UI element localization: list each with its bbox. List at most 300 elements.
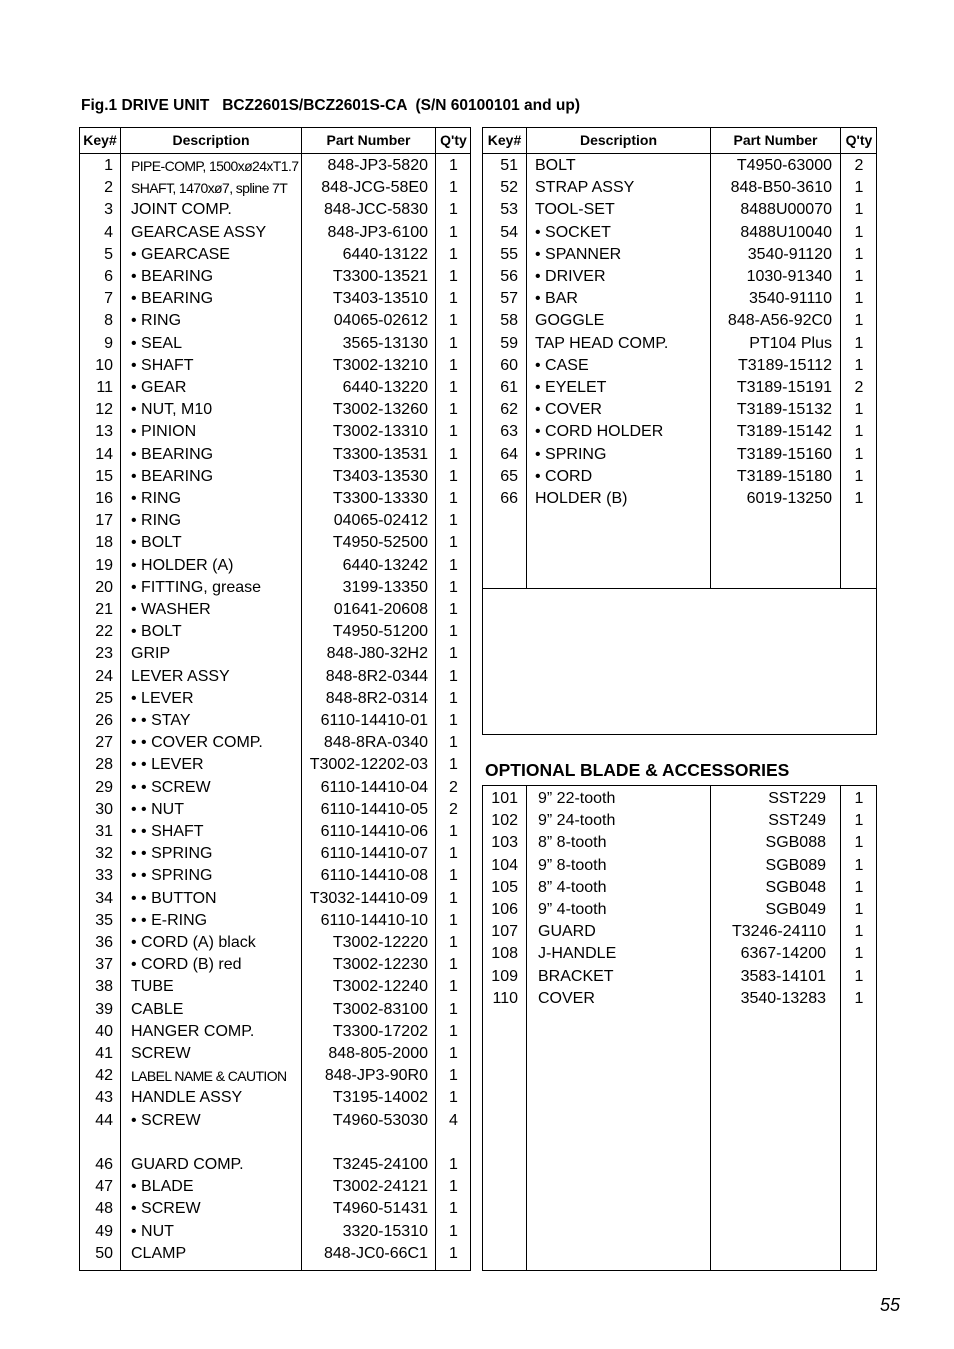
row-description: • SCREW xyxy=(131,1111,201,1129)
table-row xyxy=(80,600,470,620)
row-part-number: 6440-13122 xyxy=(342,245,428,263)
table-row xyxy=(483,356,876,376)
row-part-number: T4960-51431 xyxy=(332,1200,428,1218)
row-description: • SOCKET xyxy=(535,223,611,241)
row-qty: 1 xyxy=(854,989,864,1007)
header-key: Key# xyxy=(487,132,522,148)
row-part-number: 848-JCC-5830 xyxy=(323,201,428,219)
row-qty: 1 xyxy=(449,534,458,552)
row-qty: 1 xyxy=(449,1178,458,1196)
row-description: • NUT, M10 xyxy=(131,401,213,419)
row-part-number: T3002-13310 xyxy=(332,423,428,441)
table-row xyxy=(80,977,470,997)
row-qty: 1 xyxy=(449,934,458,951)
table-row xyxy=(80,689,470,709)
row-key: 8 xyxy=(104,312,113,330)
page-number: 55 xyxy=(880,1295,901,1315)
row-qty: 1 xyxy=(449,179,458,197)
row-part-number: 848-JP3-90R0 xyxy=(324,1067,428,1085)
row-part-number: T3002-13260 xyxy=(332,401,428,419)
row-qty: 1 xyxy=(449,578,458,596)
row-part-number: T3032-14410-09 xyxy=(309,889,428,907)
row-description: CLAMP xyxy=(131,1244,187,1262)
table-row xyxy=(483,334,876,354)
row-part-number: T3002-12202-03 xyxy=(309,756,428,774)
row-qty: 1 xyxy=(854,179,864,197)
row-part-number: 3540-91120 xyxy=(747,245,832,263)
table-row xyxy=(80,223,470,243)
table-row xyxy=(80,889,470,909)
row-part-number: 8488U00070 xyxy=(740,201,832,219)
table-row xyxy=(483,856,876,876)
row-part-number: 6440-13242 xyxy=(342,556,428,574)
row-part-number: T3002-12230 xyxy=(332,956,428,974)
row-qty: 1 xyxy=(854,268,864,285)
row-qty: 2 xyxy=(854,157,864,174)
row-description: • COVER xyxy=(535,401,602,419)
table-row xyxy=(80,178,470,198)
table-row xyxy=(80,511,470,531)
row-key: 38 xyxy=(95,978,113,996)
row-description: SCREW xyxy=(131,1045,191,1062)
table-row xyxy=(80,378,470,398)
row-description: • CORD xyxy=(535,467,593,485)
parts-table-right xyxy=(482,127,877,735)
row-description: BOLT xyxy=(535,157,576,174)
row-part-number: 848-805-2000 xyxy=(328,1045,428,1062)
row-description: • GEAR xyxy=(131,379,187,396)
table-row xyxy=(483,245,876,265)
row-qty: 1 xyxy=(854,467,864,485)
row-key: 60 xyxy=(500,356,518,374)
header-key: Key# xyxy=(83,132,117,148)
table-row xyxy=(80,1199,470,1219)
row-part-number: 6440-13220 xyxy=(342,379,428,396)
header-part-number: Part Number xyxy=(326,132,411,148)
row-qty: 2 xyxy=(449,800,458,818)
row-description: • SEAL xyxy=(131,334,182,352)
row-description: • BEARING xyxy=(131,467,214,485)
row-description: J-HANDLE xyxy=(538,945,617,963)
row-part-number: 848-8RA-0340 xyxy=(323,734,428,752)
row-key: 28 xyxy=(95,756,113,774)
header-part-number: Part Number xyxy=(733,132,818,148)
table-row xyxy=(80,911,470,931)
row-qty: 1 xyxy=(449,290,458,308)
row-key: 12 xyxy=(95,401,113,419)
row-part-number: 6110-14410-04 xyxy=(320,778,428,796)
row-qty: 1 xyxy=(449,623,458,641)
row-qty: 1 xyxy=(449,423,458,441)
table-row xyxy=(80,1133,470,1153)
row-key: 51 xyxy=(500,157,518,174)
row-part-number: 1030-91340 xyxy=(746,268,832,285)
row-description: • GEARCASE xyxy=(131,245,230,263)
row-qty: 1 xyxy=(854,245,864,263)
row-part-number: SGB048 xyxy=(765,878,826,896)
row-description: • BOLT xyxy=(131,623,182,641)
row-description: 8” 4-tooth xyxy=(538,878,607,896)
row-key: 14 xyxy=(95,445,113,463)
table-row xyxy=(80,1222,470,1242)
row-description: • BOLT xyxy=(131,534,182,552)
row-qty: 1 xyxy=(854,923,864,941)
table-row xyxy=(80,866,470,886)
row-part-number: T3403-13510 xyxy=(332,290,428,308)
row-key: 41 xyxy=(95,1045,113,1062)
row-key: 104 xyxy=(491,856,518,874)
table-row xyxy=(483,445,876,465)
table-row xyxy=(80,245,470,265)
row-part-number: 6110-14410-05 xyxy=(320,800,428,818)
row-key: 29 xyxy=(95,778,113,796)
row-part-number: 848-B50-3610 xyxy=(730,179,832,197)
row-description: TOOL-SET xyxy=(535,201,615,219)
table-row xyxy=(80,622,470,642)
table-row xyxy=(483,289,876,309)
row-description: • SCREW xyxy=(131,1200,201,1218)
row-key: 64 xyxy=(500,445,518,463)
table-row xyxy=(80,200,470,220)
row-key: 13 xyxy=(95,423,113,441)
row-key: 48 xyxy=(95,1200,113,1218)
row-key: 105 xyxy=(491,878,518,896)
row-qty: 1 xyxy=(854,856,864,874)
row-description: HOLDER (B) xyxy=(535,490,628,507)
row-description: • • SPRING xyxy=(131,845,213,863)
row-part-number: 848-8R2-0314 xyxy=(325,689,428,707)
row-key: 15 xyxy=(95,467,113,485)
row-part-number: T3189-15191 xyxy=(736,379,832,396)
row-key: 3 xyxy=(104,201,113,219)
table-row xyxy=(80,445,470,465)
row-description: • SHAFT xyxy=(131,356,194,374)
row-key: 102 xyxy=(491,812,518,830)
table-row xyxy=(80,267,470,287)
table-row xyxy=(80,800,470,820)
row-qty: 2 xyxy=(449,778,458,796)
row-part-number: 3540-13283 xyxy=(740,989,826,1007)
table-row xyxy=(80,556,470,576)
table-row xyxy=(483,489,876,509)
table-row xyxy=(483,811,876,831)
row-description: • CASE xyxy=(535,356,589,374)
row-part-number: T4960-53030 xyxy=(332,1111,428,1129)
row-part-number: 8488U10040 xyxy=(740,223,832,241)
row-key: 24 xyxy=(95,667,113,685)
row-description: • BLADE xyxy=(131,1178,194,1196)
row-description: • BEARING xyxy=(131,268,214,285)
row-qty: 1 xyxy=(449,556,458,574)
row-description: • • BUTTON xyxy=(131,889,217,907)
table-row xyxy=(80,1066,470,1086)
row-qty: 1 xyxy=(449,490,458,507)
row-key: 58 xyxy=(500,312,518,330)
row-description: JOINT COMP. xyxy=(131,201,232,219)
table-row xyxy=(483,178,876,198)
table-row xyxy=(80,1155,470,1175)
row-description: • FITTING, grease xyxy=(131,578,262,596)
row-key: 57 xyxy=(500,290,518,308)
row-part-number: T4950-51200 xyxy=(332,623,428,641)
row-qty: 1 xyxy=(449,867,458,885)
row-part-number: T3002-13210 xyxy=(332,356,428,374)
row-part-number: 6110-14410-06 xyxy=(320,823,428,840)
table-row xyxy=(80,733,470,753)
row-qty: 1 xyxy=(449,467,458,485)
table-row xyxy=(80,844,470,864)
row-part-number: T3300-17202 xyxy=(332,1022,428,1040)
row-part-number: T3002-24121 xyxy=(332,1178,428,1196)
table-row xyxy=(80,1044,470,1064)
row-description: COVER xyxy=(538,989,595,1007)
row-description: 9” 4-tooth xyxy=(538,901,607,918)
table-row xyxy=(80,1244,470,1264)
row-key: 16 xyxy=(95,490,113,507)
row-part-number: 6019-13250 xyxy=(746,490,832,507)
row-part-number: SGB049 xyxy=(765,901,826,918)
row-part-number: T3189-15160 xyxy=(736,445,832,463)
row-qty: 1 xyxy=(449,756,458,774)
row-key: 9 xyxy=(104,334,113,352)
row-key: 37 xyxy=(95,956,113,974)
row-description: • DRIVER xyxy=(535,268,606,285)
row-description: • RING xyxy=(131,512,182,530)
row-key: 19 xyxy=(95,556,113,574)
row-key: 34 xyxy=(95,889,113,907)
row-description: • WASHER xyxy=(131,601,211,618)
row-qty: 1 xyxy=(449,1045,458,1062)
table-row xyxy=(80,933,470,953)
row-description: LABEL NAME & CAUTION xyxy=(131,1068,287,1085)
row-qty: 1 xyxy=(449,201,458,219)
row-part-number: 848-A56-92C0 xyxy=(727,312,832,330)
row-description: • CORD HOLDER xyxy=(535,423,664,441)
row-description: GOGGLE xyxy=(535,312,605,330)
row-description: HANDLE ASSY xyxy=(131,1089,243,1107)
header-qty: Q'ty xyxy=(845,132,873,148)
table-row xyxy=(483,900,876,920)
row-part-number: T3189-15142 xyxy=(736,423,832,441)
table-row xyxy=(80,578,470,598)
optional-accessories-title: OPTIONAL BLADE & ACCESSORIES xyxy=(485,760,790,780)
row-key: 25 xyxy=(95,689,113,707)
row-qty: 1 xyxy=(449,1244,458,1262)
row-qty: 1 xyxy=(854,445,864,463)
row-qty: 1 xyxy=(449,845,458,863)
row-description: • CORD (A) black xyxy=(131,934,256,951)
row-part-number: 3199-13350 xyxy=(342,578,428,596)
row-key: 6 xyxy=(104,268,113,285)
row-part-number: 04065-02612 xyxy=(333,312,428,330)
row-part-number: T3300-13531 xyxy=(332,445,428,463)
row-part-number: T3300-13330 xyxy=(332,490,428,507)
row-description: • • SCREW xyxy=(131,778,211,796)
table-row xyxy=(80,667,470,687)
row-part-number: 3583-14101 xyxy=(740,967,826,985)
table-row xyxy=(80,1111,470,1131)
row-part-number: T3246-24110 xyxy=(732,923,826,941)
row-key: 50 xyxy=(95,1244,113,1262)
row-qty: 1 xyxy=(854,334,864,352)
table-row xyxy=(80,822,470,842)
row-part-number: T3002-83100 xyxy=(332,1000,428,1018)
row-qty: 1 xyxy=(449,667,458,685)
row-key: 110 xyxy=(492,989,518,1007)
row-key: 4 xyxy=(104,223,113,241)
table-row xyxy=(80,156,470,176)
row-part-number: 6110-14410-01 xyxy=(320,712,428,729)
table-row xyxy=(483,789,876,809)
row-part-number: T3403-13530 xyxy=(332,467,428,485)
row-key: 44 xyxy=(95,1111,113,1129)
table-row xyxy=(483,311,876,331)
row-key: 27 xyxy=(95,734,113,752)
row-qty: 1 xyxy=(449,268,458,285)
row-qty: 1 xyxy=(449,445,458,463)
row-key: 30 xyxy=(95,800,113,818)
table-row xyxy=(483,422,876,442)
row-description: GRIP xyxy=(131,645,171,663)
figure-title: Fig.1 DRIVE UNIT BCZ2601S/BCZ2601S-CA (S/N 60100101 and up) xyxy=(81,97,581,114)
row-key: 33 xyxy=(95,867,113,885)
row-qty: 2 xyxy=(854,379,864,396)
row-part-number: 848-JP3-6100 xyxy=(327,223,428,241)
row-key: 36 xyxy=(95,934,113,951)
row-part-number: T3195-14002 xyxy=(332,1089,428,1107)
row-qty: 1 xyxy=(449,512,458,530)
row-key: 42 xyxy=(95,1067,113,1085)
row-key: 2 xyxy=(104,179,113,197)
row-description: BRACKET xyxy=(538,967,614,985)
row-qty: 1 xyxy=(449,1000,458,1018)
row-key: 20 xyxy=(95,578,113,596)
row-qty: 1 xyxy=(854,356,864,374)
table-row xyxy=(483,944,876,964)
row-part-number: SST229 xyxy=(768,790,826,807)
row-qty: 1 xyxy=(449,312,458,330)
row-key: 63 xyxy=(500,423,518,441)
row-description: • PINION xyxy=(131,423,197,441)
row-description: TUBE xyxy=(131,978,174,996)
row-description: • • SHAFT xyxy=(131,823,204,840)
row-qty: 1 xyxy=(449,823,458,840)
table-row xyxy=(80,1177,470,1197)
row-key: 56 xyxy=(500,268,518,285)
table-row xyxy=(80,334,470,354)
row-description: 9” 22-tooth xyxy=(538,790,616,807)
table-row xyxy=(80,311,470,331)
row-part-number: T3245-24100 xyxy=(332,1156,428,1173)
row-qty: 1 xyxy=(449,1022,458,1040)
row-key: 47 xyxy=(95,1178,113,1196)
row-qty: 1 xyxy=(449,245,458,263)
row-part-number: SGB088 xyxy=(765,834,826,852)
row-part-number: 848-J80-32H2 xyxy=(326,645,428,663)
row-qty: 1 xyxy=(449,157,458,174)
table-row xyxy=(80,644,470,664)
table-row xyxy=(80,422,470,442)
row-description: GEARCASE ASSY xyxy=(131,223,267,241)
row-qty: 1 xyxy=(449,889,458,907)
table-row xyxy=(80,1022,470,1042)
row-qty: 1 xyxy=(854,901,864,918)
row-qty: 1 xyxy=(854,290,864,308)
row-key: 108 xyxy=(491,945,518,963)
row-key: 109 xyxy=(491,967,518,985)
table-row xyxy=(80,467,470,487)
row-description: • BAR xyxy=(535,290,578,308)
row-key: 49 xyxy=(95,1222,113,1240)
row-key: 7 xyxy=(104,290,113,308)
table-row xyxy=(80,400,470,420)
row-qty: 1 xyxy=(449,978,458,996)
row-description: GUARD COMP. xyxy=(131,1156,244,1173)
table-row xyxy=(483,967,876,987)
row-key: 52 xyxy=(500,179,518,197)
row-part-number: 3540-91110 xyxy=(748,290,832,308)
row-description: SHAFT, 1470xø7, spline 7T xyxy=(131,180,288,197)
row-qty: 1 xyxy=(449,356,458,374)
row-key: 18 xyxy=(95,534,113,552)
row-key: 53 xyxy=(500,201,518,219)
row-description: • RING xyxy=(131,312,182,330)
row-qty: 1 xyxy=(449,1156,458,1173)
row-qty: 1 xyxy=(449,1089,458,1107)
row-description: • NUT xyxy=(131,1222,174,1240)
row-qty: 1 xyxy=(449,956,458,974)
row-qty: 1 xyxy=(449,645,458,663)
row-description: CABLE xyxy=(131,1000,184,1018)
row-key: 43 xyxy=(95,1089,113,1107)
row-part-number: T4950-52500 xyxy=(332,534,428,552)
row-part-number: 6110-14410-10 xyxy=(320,911,428,929)
row-qty: 1 xyxy=(854,312,864,330)
row-key: 65 xyxy=(500,467,518,485)
row-description: HANGER COMP. xyxy=(131,1022,255,1040)
row-description: • RING xyxy=(131,490,182,507)
row-key: 103 xyxy=(491,834,518,852)
row-key: 101 xyxy=(491,790,518,807)
row-key: 66 xyxy=(500,490,518,507)
row-qty: 1 xyxy=(449,1067,458,1085)
row-qty: 1 xyxy=(449,1200,458,1218)
row-part-number: T3189-15180 xyxy=(736,467,832,485)
row-qty: 1 xyxy=(854,401,864,419)
row-part-number: T3189-15132 xyxy=(736,401,832,419)
row-qty: 1 xyxy=(449,601,458,618)
table-row xyxy=(483,400,876,420)
table-row xyxy=(80,1000,470,1020)
row-qty: 1 xyxy=(854,834,864,852)
row-description: • SPRING xyxy=(535,445,607,463)
row-qty: 1 xyxy=(449,712,458,729)
row-part-number: 04065-02412 xyxy=(333,512,428,530)
row-description: • • LEVER xyxy=(131,756,204,774)
row-qty: 1 xyxy=(449,1222,458,1240)
row-description: • • SPRING xyxy=(131,867,213,885)
row-qty: 4 xyxy=(449,1111,458,1129)
row-description: • LEVER xyxy=(131,689,194,707)
row-key: 59 xyxy=(500,334,518,352)
row-description: • • COVER COMP. xyxy=(131,734,263,752)
table-row xyxy=(483,378,876,398)
table-row xyxy=(80,1088,470,1108)
row-part-number: 6110-14410-08 xyxy=(320,867,428,885)
row-key: 46 xyxy=(95,1156,113,1173)
row-qty: 1 xyxy=(854,945,864,963)
row-qty: 1 xyxy=(854,878,864,896)
